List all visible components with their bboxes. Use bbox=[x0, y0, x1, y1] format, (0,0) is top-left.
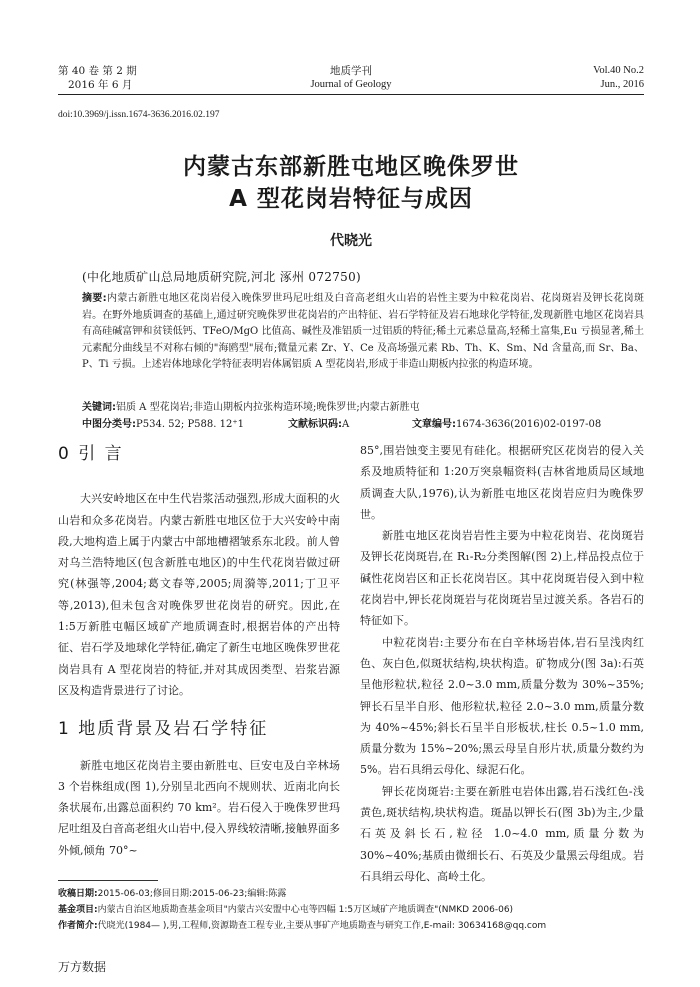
abstract bbox=[82, 291, 644, 374]
footnotes bbox=[58, 886, 644, 934]
footnote-fund-label: 基金项目: bbox=[58, 905, 98, 915]
section-0-heading: 0 引 言 bbox=[58, 444, 124, 464]
keywords-label: 关键词: bbox=[82, 402, 116, 413]
doc-label: 文献标识码: bbox=[288, 419, 342, 430]
section-1-paragraph: 新胜屯地区花岗岩主要由新胜屯、巨安屯及白辛林场 3 个岩株组成(图 1),分别呈北西向不规则状、近南北向长条状展布,出露总面积约 70 km²。岩石侵入于晚侏罗世玛尼吐组及白音高老组火山岩中,侵入界线较清晰,接触界面多外倾,倾角 70°~ bbox=[58, 758, 340, 857]
footnote-author-text: 代晓光(1984— ),男,工程师,资源勘查工程专业,主要从事矿产地质勘查与研究工作,E-mail: 30634168@qq.com bbox=[97, 921, 547, 931]
doi: doi:10.3969/j.issn.1674-3636.2016.02.197 bbox=[58, 110, 220, 120]
keywords bbox=[82, 400, 644, 417]
header-rule bbox=[58, 94, 644, 95]
right-column bbox=[360, 440, 644, 887]
right-paragraph-4: 钾长花岗斑岩:主要在新胜屯岩体出露,岩石浅红色-浅黄色,斑状结构,块状构造。斑晶以钾长石(图 3b)为主,少量石英及斜长石,粒径 1.0~4.0 mm,质量分数为 30%~40%;基质由微细长石、石英及少量黑云母组成。岩石具绢云母化、高岭土化。 bbox=[360, 784, 644, 883]
footnote-fund bbox=[58, 902, 644, 918]
header-date-cn: 2016 年 6 月 bbox=[68, 79, 133, 91]
header-date-en: Jun., 2016 bbox=[600, 79, 644, 90]
affiliation: (中化地质矿山总局地质研究院,河北 涿州 072750) bbox=[82, 270, 362, 284]
footnote-received-text: 2015-06-03;修回日期:2015-06-23;编辑:陈露 bbox=[97, 889, 287, 899]
header-journal-block bbox=[58, 64, 644, 92]
header-journal-en: Journal of Geology bbox=[310, 79, 392, 90]
header-volume: 第 40 卷 第 2 期 bbox=[58, 65, 137, 77]
clc-value: P534. 52; P588. 12⁺1 bbox=[136, 419, 244, 430]
watermark-wanfang: 万方数据 bbox=[58, 960, 107, 974]
right-paragraph-1: 85°,围岩蚀变主要见有硅化。根据研究区花岗岩的侵入关系及地质特征和 1:20万突泉幅资料(吉林省地质局区域地质调查大队,1976),认为新胜屯地区花岗岩应归为晚侏罗世。 bbox=[360, 444, 644, 521]
title-line-1: 内蒙古东部新胜屯地区晚侏罗世 bbox=[183, 154, 519, 180]
title-line-2: A 型花岗岩特征与成因 bbox=[229, 186, 473, 212]
clc-number bbox=[82, 417, 244, 433]
clc-label: 中图分类号: bbox=[82, 419, 136, 430]
header-volume-en: Vol.40 No.2 bbox=[593, 65, 644, 76]
author: 代晓光 bbox=[330, 233, 372, 249]
abstract-label: 摘要: bbox=[82, 293, 107, 304]
keywords-text: 铝质 A 型花岗岩;非造山期板内拉张构造环境;晚侏罗世;内蒙古新胜屯 bbox=[116, 402, 420, 413]
section-0-paragraph: 大兴安岭地区在中生代岩浆活动强烈,形成大面积的火山岩和众多花岗岩。内蒙古新胜屯地区位于大兴安岭中南段,大地构造上属于内蒙古中部地槽褶皱系东北段。前人曾对乌兰浩特地区(包含新胜屯地区)的中生代花岗岩做过研究(林强等,2004;葛文春等,2005;周漪等,2011;丁卫平等,2013),但未包含对晚侏罗世花岗岩的研究。因此,在 1:5万新胜屯幅区域矿产地质调查时,根据岩体的产出特征、岩石学及地球化学特征,确定了新生屯地区晚侏罗世花岗岩具有 A 型花岗岩的特征,并对其成因类型、岩浆岩源区及构造背景进行了讨论。 bbox=[58, 492, 340, 697]
footnote-author-label: 作者简介: bbox=[58, 921, 98, 931]
footnote-fund-text: 内蒙古自治区地质勘查基金项目"内蒙古兴安盟中心屯等四幅 1:5万区域矿产地质调查"(NMKD 2006-06) bbox=[97, 905, 514, 915]
header-journal-cn: 地质学刊 bbox=[330, 65, 372, 77]
article-number bbox=[412, 417, 601, 433]
doc-value: A bbox=[342, 419, 350, 430]
doc-code bbox=[288, 417, 349, 433]
article-label: 文章编号: bbox=[412, 419, 456, 430]
section-1-heading: 1 地质背景及岩石学特征 bbox=[58, 719, 269, 740]
right-paragraph-3: 中粒花岗岩:主要分布在白辛林场岩体,岩石呈浅肉红色、灰白色,似斑状结构,块状构造。矿物成分(图 3a):石英呈他形粒状,粒径 2.0~3.0 mm,质量分数为 30%~35%;钾长石呈半自形、他形粒状,粒径 2.0~3.0 mm,质量分数为 40%~45%;斜长石呈半自形板状,柱长 0.5~1.0 mm,质量分数为 15%~20%;黑云母呈自形片状,质量分数约为 5%。岩石具绢云母化、绿泥石化。 bbox=[360, 635, 644, 777]
footnote-author bbox=[58, 918, 644, 934]
footnote-rule bbox=[58, 880, 158, 881]
footnote-received bbox=[58, 886, 644, 902]
left-column bbox=[58, 440, 340, 861]
article-value: 1674-3636(2016)02-0197-08 bbox=[456, 419, 602, 430]
right-paragraph-2: 新胜屯地区花岗岩岩性主要为中粒花岗岩、花岗斑岩及钾长花岗斑岩,在 R₁-R₂分类图解(图 2)上,样品投点位于碱性花岗岩区和正长花岗岩区。其中花岗斑岩侵入到中粒花岗岩中,钾长花岗斑岩与花岗斑岩呈过渡关系。各岩石的特征如下。 bbox=[360, 529, 644, 628]
footnote-received-label: 收稿日期: bbox=[58, 889, 98, 899]
abstract-text: 内蒙古新胜屯地区花岗岩侵入晚侏罗世玛尼吐组及白音高老组火山岩的岩性主要为中粒花岗岩、花岗斑岩及钾长花岗斑岩。在野外地质调查的基础上,通过研究晚侏罗世花岗岩的产出特征、岩石学特征及岩石地球化学特征,发现新胜屯地区花岗岩具有高硅碱富钾和贫镁低钙、TFeO/MgO 比值高、碱性及准铝质一过铝质的特征;稀土元素总量高,轻稀土富集,Eu 亏损显著,稀土元素配分曲线呈不对称右倾的"海鸥型"展布;微量元素 Zr、Y、Ce 及高场强元素 Rb、Th、K、Sm、Nd 含量高,而 Sr、Ba、P、Ti 亏损。上述岩体地球化学特征表明岩体属铝质 A 型花岗岩,形成于非造山期板内拉张的构造环境。 bbox=[82, 293, 645, 370]
header-volume-en-block bbox=[593, 64, 644, 92]
